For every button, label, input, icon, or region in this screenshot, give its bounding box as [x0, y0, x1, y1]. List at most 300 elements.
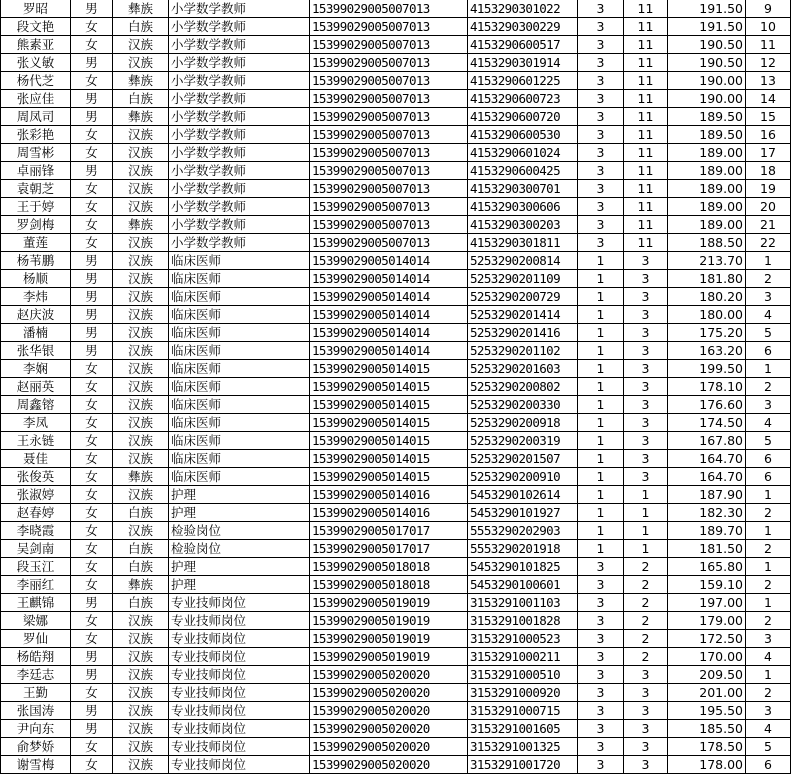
rank-cell: 1	[746, 522, 791, 540]
gender-cell: 女	[71, 756, 113, 774]
position-cell: 临床医师	[169, 432, 310, 450]
rank-cell: 5	[746, 432, 791, 450]
position-cell: 临床医师	[169, 306, 310, 324]
table-row	[1, 162, 791, 180]
exam-number-cell: 4153290300606	[468, 198, 578, 216]
name-cell: 周雪彬	[1, 144, 71, 162]
score-cell: 190.00	[668, 72, 746, 90]
table-row	[1, 558, 791, 576]
name-cell: 王永链	[1, 432, 71, 450]
table-row	[1, 450, 791, 468]
exam-number-cell: 5253290200319	[468, 432, 578, 450]
position-cell: 专业技师岗位	[169, 720, 310, 738]
score-cell: 189.00	[668, 198, 746, 216]
rank-cell: 3	[746, 288, 791, 306]
exam-number-cell: 3153291000211	[468, 648, 578, 666]
ratio-cell: 3	[624, 396, 668, 414]
ethnicity-cell: 彝族	[113, 216, 169, 234]
position-cell: 临床医师	[169, 468, 310, 486]
ratio-cell: 11	[624, 72, 668, 90]
table-row	[1, 234, 791, 252]
position-code-cell: 15399029005007013	[310, 54, 468, 72]
ratio-cell: 1	[624, 486, 668, 504]
position-code-cell: 15399029005007013	[310, 108, 468, 126]
position-cell: 专业技师岗位	[169, 738, 310, 756]
score-cell: 197.00	[668, 594, 746, 612]
score-cell: 167.80	[668, 432, 746, 450]
ethnicity-cell: 汉族	[113, 450, 169, 468]
exam-number-cell: 4153290601024	[468, 144, 578, 162]
score-cell: 185.50	[668, 720, 746, 738]
gender-cell: 男	[71, 720, 113, 738]
gender-cell: 男	[71, 54, 113, 72]
ratio-cell: 3	[624, 432, 668, 450]
ratio-cell: 3	[624, 684, 668, 702]
ethnicity-cell: 汉族	[113, 432, 169, 450]
rank-cell: 6	[746, 450, 791, 468]
name-cell: 李娴	[1, 360, 71, 378]
rank-cell: 6	[746, 468, 791, 486]
ethnicity-cell: 汉族	[113, 180, 169, 198]
rank-cell: 15	[746, 108, 791, 126]
position-code-cell: 15399029005018018	[310, 576, 468, 594]
rank-cell: 1	[746, 666, 791, 684]
rank-cell: 3	[746, 396, 791, 414]
position-cell: 专业技师岗位	[169, 684, 310, 702]
ratio-cell: 3	[624, 306, 668, 324]
table-row	[1, 432, 791, 450]
position-code-cell: 15399029005007013	[310, 234, 468, 252]
position-code-cell: 15399029005014015	[310, 396, 468, 414]
gender-cell: 女	[71, 198, 113, 216]
exam-number-cell: 5253290200330	[468, 396, 578, 414]
position-cell: 临床医师	[169, 360, 310, 378]
quota-cell: 3	[578, 720, 624, 738]
table-row	[1, 342, 791, 360]
ethnicity-cell: 汉族	[113, 648, 169, 666]
rank-cell: 1	[746, 360, 791, 378]
exam-number-cell: 5253290200910	[468, 468, 578, 486]
table-row	[1, 648, 791, 666]
score-cell: 159.10	[668, 576, 746, 594]
name-cell: 董莲	[1, 234, 71, 252]
quota-cell: 3	[578, 756, 624, 774]
score-cell: 191.50	[668, 18, 746, 36]
table-row	[1, 522, 791, 540]
ratio-cell: 3	[624, 288, 668, 306]
table-row	[1, 468, 791, 486]
table-row	[1, 36, 791, 54]
quota-cell: 1	[578, 324, 624, 342]
name-cell: 张应佳	[1, 90, 71, 108]
gender-cell: 女	[71, 378, 113, 396]
table-row	[1, 702, 791, 720]
table-row	[1, 198, 791, 216]
rank-cell: 13	[746, 72, 791, 90]
position-cell: 临床医师	[169, 378, 310, 396]
ethnicity-cell: 汉族	[113, 378, 169, 396]
position-code-cell: 15399029005017017	[310, 540, 468, 558]
position-code-cell: 15399029005020020	[310, 720, 468, 738]
ethnicity-cell: 汉族	[113, 288, 169, 306]
ratio-cell: 2	[624, 612, 668, 630]
quota-cell: 3	[578, 738, 624, 756]
position-cell: 小学数学教师	[169, 18, 310, 36]
name-cell: 王于婷	[1, 198, 71, 216]
quota-cell: 3	[578, 198, 624, 216]
position-cell: 专业技师岗位	[169, 630, 310, 648]
rank-cell: 3	[746, 630, 791, 648]
quota-cell: 3	[578, 558, 624, 576]
table-row	[1, 270, 791, 288]
exam-number-cell: 5453290101825	[468, 558, 578, 576]
table-row	[1, 18, 791, 36]
position-cell: 小学数学教师	[169, 216, 310, 234]
table-row	[1, 684, 791, 702]
position-code-cell: 15399029005014014	[310, 342, 468, 360]
exam-number-cell: 5253290200729	[468, 288, 578, 306]
gender-cell: 男	[71, 270, 113, 288]
position-cell: 小学数学教师	[169, 162, 310, 180]
ratio-cell: 11	[624, 126, 668, 144]
gender-cell: 女	[71, 216, 113, 234]
ethnicity-cell: 汉族	[113, 324, 169, 342]
quota-cell: 1	[578, 360, 624, 378]
ratio-cell: 11	[624, 144, 668, 162]
name-cell: 张淑婷	[1, 486, 71, 504]
exam-number-cell: 4153290600530	[468, 126, 578, 144]
table-row	[1, 612, 791, 630]
ratio-cell: 2	[624, 648, 668, 666]
ethnicity-cell: 彝族	[113, 72, 169, 90]
gender-cell: 男	[71, 288, 113, 306]
gender-cell: 女	[71, 540, 113, 558]
quota-cell: 3	[578, 180, 624, 198]
position-code-cell: 15399029005014014	[310, 324, 468, 342]
position-cell: 小学数学教师	[169, 108, 310, 126]
quota-cell: 1	[578, 486, 624, 504]
table-row	[1, 504, 791, 522]
gender-cell: 男	[71, 306, 113, 324]
gender-cell: 男	[71, 702, 113, 720]
quota-cell: 3	[578, 702, 624, 720]
name-cell: 赵春婷	[1, 504, 71, 522]
ratio-cell: 3	[624, 324, 668, 342]
ratio-cell: 2	[624, 630, 668, 648]
score-cell: 190.50	[668, 54, 746, 72]
ethnicity-cell: 汉族	[113, 360, 169, 378]
position-code-cell: 15399029005014015	[310, 450, 468, 468]
score-cell: 189.00	[668, 180, 746, 198]
name-cell: 张国涛	[1, 702, 71, 720]
ethnicity-cell: 彝族	[113, 108, 169, 126]
rank-cell: 18	[746, 162, 791, 180]
exam-number-cell: 3153291001325	[468, 738, 578, 756]
exam-number-cell: 4153290600720	[468, 108, 578, 126]
ratio-cell: 3	[624, 756, 668, 774]
ratio-cell: 11	[624, 54, 668, 72]
score-cell: 190.00	[668, 90, 746, 108]
exam-number-cell: 5253290201416	[468, 324, 578, 342]
rank-cell: 2	[746, 378, 791, 396]
position-cell: 临床医师	[169, 270, 310, 288]
rank-cell: 2	[746, 540, 791, 558]
exam-number-cell: 4153290600425	[468, 162, 578, 180]
ratio-cell: 3	[624, 666, 668, 684]
gender-cell: 男	[71, 252, 113, 270]
exam-number-cell: 4153290600723	[468, 90, 578, 108]
ethnicity-cell: 汉族	[113, 612, 169, 630]
name-cell: 卓丽锋	[1, 162, 71, 180]
exam-number-cell: 5253290200802	[468, 378, 578, 396]
position-code-cell: 15399029005014014	[310, 288, 468, 306]
position-cell: 小学数学教师	[169, 0, 310, 18]
quota-cell: 1	[578, 378, 624, 396]
position-cell: 护理	[169, 576, 310, 594]
ethnicity-cell: 白族	[113, 18, 169, 36]
ratio-cell: 2	[624, 594, 668, 612]
position-code-cell: 15399029005014014	[310, 270, 468, 288]
table-row	[1, 90, 791, 108]
rank-cell: 12	[746, 54, 791, 72]
exam-number-cell: 5253290201414	[468, 306, 578, 324]
quota-cell: 3	[578, 576, 624, 594]
exam-number-cell: 4153290600517	[468, 36, 578, 54]
score-cell: 209.50	[668, 666, 746, 684]
ethnicity-cell: 汉族	[113, 342, 169, 360]
ethnicity-cell: 汉族	[113, 144, 169, 162]
table-row	[1, 486, 791, 504]
quota-cell: 3	[578, 36, 624, 54]
position-code-cell: 15399029005020020	[310, 702, 468, 720]
ethnicity-cell: 汉族	[113, 486, 169, 504]
table-row	[1, 252, 791, 270]
exam-number-cell: 5453290102614	[468, 486, 578, 504]
name-cell: 俞梦娇	[1, 738, 71, 756]
position-cell: 临床医师	[169, 324, 310, 342]
ratio-cell: 3	[624, 468, 668, 486]
position-cell: 小学数学教师	[169, 36, 310, 54]
score-cell: 189.00	[668, 144, 746, 162]
score-cell: 179.00	[668, 612, 746, 630]
score-cell: 172.50	[668, 630, 746, 648]
rank-cell: 9	[746, 0, 791, 18]
position-cell: 专业技师岗位	[169, 666, 310, 684]
exam-number-cell: 4153290300229	[468, 18, 578, 36]
name-cell: 杨代芝	[1, 72, 71, 90]
position-cell: 小学数学教师	[169, 144, 310, 162]
position-cell: 护理	[169, 486, 310, 504]
position-code-cell: 15399029005014014	[310, 252, 468, 270]
name-cell: 张华银	[1, 342, 71, 360]
rank-cell: 2	[746, 576, 791, 594]
name-cell: 潘楠	[1, 324, 71, 342]
quota-cell: 1	[578, 414, 624, 432]
gender-cell: 男	[71, 594, 113, 612]
position-code-cell: 15399029005007013	[310, 72, 468, 90]
table-row	[1, 756, 791, 774]
exam-number-cell: 4153290300701	[468, 180, 578, 198]
ratio-cell: 11	[624, 198, 668, 216]
score-cell: 165.80	[668, 558, 746, 576]
quota-cell: 3	[578, 216, 624, 234]
position-cell: 小学数学教师	[169, 180, 310, 198]
quota-cell: 3	[578, 144, 624, 162]
position-cell: 专业技师岗位	[169, 594, 310, 612]
name-cell: 李炜	[1, 288, 71, 306]
exam-number-cell: 5253290201102	[468, 342, 578, 360]
exam-number-cell: 4153290301914	[468, 54, 578, 72]
table-row	[1, 144, 791, 162]
name-cell: 段玉江	[1, 558, 71, 576]
score-cell: 163.20	[668, 342, 746, 360]
position-cell: 临床医师	[169, 252, 310, 270]
position-code-cell: 15399029005007013	[310, 126, 468, 144]
position-code-cell: 15399029005020020	[310, 756, 468, 774]
name-cell: 聂佳	[1, 450, 71, 468]
score-cell: 199.50	[668, 360, 746, 378]
score-cell: 180.00	[668, 306, 746, 324]
table-row	[1, 540, 791, 558]
position-code-cell: 15399029005019019	[310, 648, 468, 666]
ethnicity-cell: 白族	[113, 558, 169, 576]
gender-cell: 女	[71, 468, 113, 486]
table-row	[1, 0, 791, 18]
ratio-cell: 11	[624, 36, 668, 54]
quota-cell: 3	[578, 648, 624, 666]
name-cell: 赵丽英	[1, 378, 71, 396]
ethnicity-cell: 汉族	[113, 522, 169, 540]
position-cell: 小学数学教师	[169, 198, 310, 216]
rank-cell: 1	[746, 252, 791, 270]
ratio-cell: 11	[624, 162, 668, 180]
rank-cell: 17	[746, 144, 791, 162]
ratio-cell: 3	[624, 270, 668, 288]
score-cell: 178.10	[668, 378, 746, 396]
ethnicity-cell: 汉族	[113, 666, 169, 684]
position-code-cell: 15399029005007013	[310, 90, 468, 108]
position-cell: 小学数学教师	[169, 54, 310, 72]
position-code-cell: 15399029005014015	[310, 468, 468, 486]
rank-cell: 5	[746, 324, 791, 342]
exam-number-cell: 5253290200918	[468, 414, 578, 432]
table-row	[1, 108, 791, 126]
rank-cell: 2	[746, 504, 791, 522]
quota-cell: 1	[578, 252, 624, 270]
quota-cell: 1	[578, 396, 624, 414]
quota-cell: 3	[578, 630, 624, 648]
score-cell: 190.50	[668, 36, 746, 54]
score-cell: 189.50	[668, 108, 746, 126]
ratio-cell: 2	[624, 576, 668, 594]
position-code-cell: 15399029005007013	[310, 180, 468, 198]
rank-cell: 16	[746, 126, 791, 144]
name-cell: 王麒锦	[1, 594, 71, 612]
ethnicity-cell: 汉族	[113, 396, 169, 414]
quota-cell: 1	[578, 468, 624, 486]
position-cell: 临床医师	[169, 450, 310, 468]
quota-cell: 1	[578, 450, 624, 468]
rank-cell: 1	[746, 486, 791, 504]
table-row	[1, 324, 791, 342]
name-cell: 熊素亚	[1, 36, 71, 54]
position-code-cell: 15399029005020020	[310, 666, 468, 684]
rank-cell: 1	[746, 594, 791, 612]
rank-cell: 2	[746, 684, 791, 702]
table-row	[1, 396, 791, 414]
ratio-cell: 11	[624, 90, 668, 108]
score-cell: 191.50	[668, 0, 746, 18]
table-row	[1, 576, 791, 594]
ratio-cell: 3	[624, 702, 668, 720]
position-cell: 临床医师	[169, 414, 310, 432]
gender-cell: 女	[71, 504, 113, 522]
position-cell: 护理	[169, 558, 310, 576]
gender-cell: 女	[71, 18, 113, 36]
name-cell: 谢雪梅	[1, 756, 71, 774]
quota-cell: 3	[578, 72, 624, 90]
score-cell: 180.20	[668, 288, 746, 306]
score-cell: 201.00	[668, 684, 746, 702]
score-cell: 181.50	[668, 540, 746, 558]
position-code-cell: 15399029005007013	[310, 0, 468, 18]
rank-cell: 4	[746, 648, 791, 666]
ratio-cell: 3	[624, 738, 668, 756]
score-cell: 189.50	[668, 126, 746, 144]
name-cell: 罗仙	[1, 630, 71, 648]
score-cell: 174.50	[668, 414, 746, 432]
position-code-cell: 15399029005014015	[310, 432, 468, 450]
score-cell: 213.70	[668, 252, 746, 270]
ethnicity-cell: 汉族	[113, 54, 169, 72]
quota-cell: 1	[578, 306, 624, 324]
position-code-cell: 15399029005007013	[310, 198, 468, 216]
gender-cell: 男	[71, 0, 113, 18]
position-code-cell: 15399029005014015	[310, 414, 468, 432]
position-cell: 专业技师岗位	[169, 756, 310, 774]
gender-cell: 男	[71, 648, 113, 666]
position-cell: 临床医师	[169, 396, 310, 414]
gender-cell: 女	[71, 126, 113, 144]
ethnicity-cell: 汉族	[113, 198, 169, 216]
rank-cell: 14	[746, 90, 791, 108]
name-cell: 赵庆波	[1, 306, 71, 324]
ethnicity-cell: 汉族	[113, 234, 169, 252]
position-cell: 专业技师岗位	[169, 612, 310, 630]
rank-cell: 22	[746, 234, 791, 252]
rank-cell: 20	[746, 198, 791, 216]
exam-number-cell: 3153291001828	[468, 612, 578, 630]
name-cell: 罗昭	[1, 0, 71, 18]
score-cell: 175.20	[668, 324, 746, 342]
position-code-cell: 15399029005017017	[310, 522, 468, 540]
exam-number-cell: 3153291000510	[468, 666, 578, 684]
exam-number-cell: 5553290201918	[468, 540, 578, 558]
table-row	[1, 738, 791, 756]
ratio-cell: 11	[624, 108, 668, 126]
name-cell: 段文艳	[1, 18, 71, 36]
table-body	[1, 0, 791, 774]
gender-cell: 女	[71, 576, 113, 594]
ethnicity-cell: 汉族	[113, 306, 169, 324]
gender-cell: 女	[71, 144, 113, 162]
quota-cell: 3	[578, 234, 624, 252]
position-cell: 小学数学教师	[169, 90, 310, 108]
ethnicity-cell: 汉族	[113, 630, 169, 648]
quota-cell: 1	[578, 342, 624, 360]
gender-cell: 男	[71, 162, 113, 180]
name-cell: 周鑫镕	[1, 396, 71, 414]
